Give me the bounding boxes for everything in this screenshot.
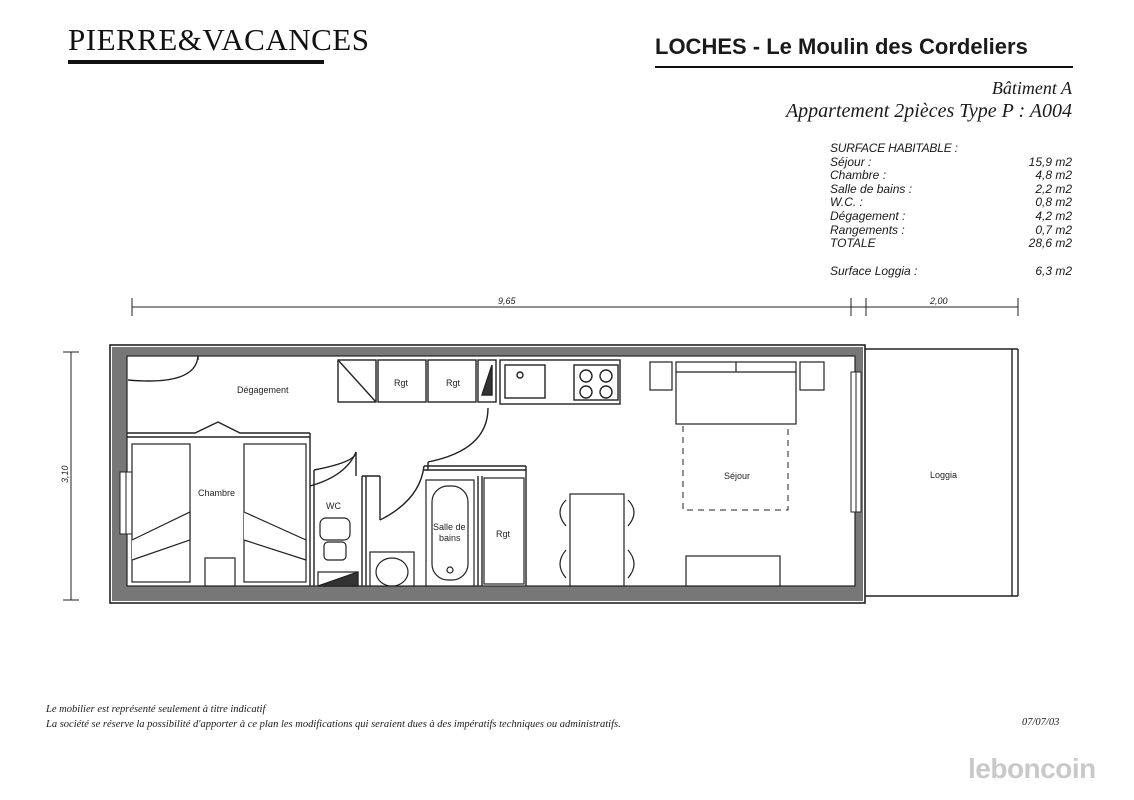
area-total-label: TOTALE [830, 236, 876, 251]
apartment-label: Appartement 2pièces Type P : A004 [785, 100, 1072, 122]
brand-logo: PIERRE&VACANCES [68, 22, 370, 57]
area-label: Séjour : [830, 154, 872, 169]
disclaimer-line-1: Le mobilier est représenté seulement à titre indicatif [46, 704, 266, 715]
room-label-chambre: Chambre [198, 488, 236, 498]
area-value: 15,9 m2 [1028, 154, 1072, 169]
area-total-value: 28,6 m2 [1028, 236, 1072, 251]
room-label-degagement: Dégagement [237, 385, 289, 395]
loggia-area-value: 6,3 m2 [1035, 263, 1072, 278]
area-label: Chambre : [830, 168, 887, 183]
area-label: Rangements : [830, 222, 905, 237]
area-label: Dégagement : [830, 208, 906, 223]
room-label-wc: WC [326, 501, 341, 511]
storage-units [338, 360, 620, 404]
plan-date: 07/07/03 [1022, 717, 1060, 728]
disclaimer-line-2: La société se réserve la possibilité d'apporter à ce plan les modifications qui seraient dues à des impératifs techniques ou administratifs. [46, 719, 621, 730]
area-value: 4,2 m2 [1035, 208, 1072, 223]
wall-hatch-bottom [112, 587, 863, 601]
loggia-area-label: Surface Loggia : [830, 263, 918, 278]
area-value: 0,7 m2 [1035, 222, 1072, 237]
project-title: LOCHES - Le Moulin des Cordeliers [655, 34, 1028, 59]
area-value: 4,8 m2 [1035, 168, 1072, 183]
dim-width-label: 9,65 [498, 296, 516, 306]
room-label-rgt-3: Rgt [496, 529, 511, 539]
washbasin [370, 552, 414, 586]
area-value: 2,2 m2 [1035, 181, 1072, 196]
room-label-rgt-2: Rgt [446, 378, 461, 388]
room-label-sdb-2: bains [439, 533, 461, 543]
area-value: 0,8 m2 [1035, 195, 1072, 210]
building-label: Bâtiment A [991, 78, 1072, 98]
room-label-loggia: Loggia [930, 470, 958, 480]
dining-set [560, 494, 634, 586]
area-table-title: SURFACE HABITABLE : [830, 141, 958, 155]
dim-depth-label: 3,10 [60, 465, 70, 483]
wall-hatch-top [112, 347, 863, 355]
dim-loggia-label: 2,00 [930, 296, 948, 306]
room-label-sejour: Séjour [724, 471, 751, 481]
disclaimer [46, 702, 621, 732]
area-label: W.C. : [830, 195, 863, 210]
room-label-sdb-1: Salle de [433, 522, 466, 532]
area-label: Salle de bains : [830, 181, 913, 196]
watermark-logo: leboncoin [968, 753, 1096, 784]
room-label-rgt-1: Rgt [394, 378, 409, 388]
